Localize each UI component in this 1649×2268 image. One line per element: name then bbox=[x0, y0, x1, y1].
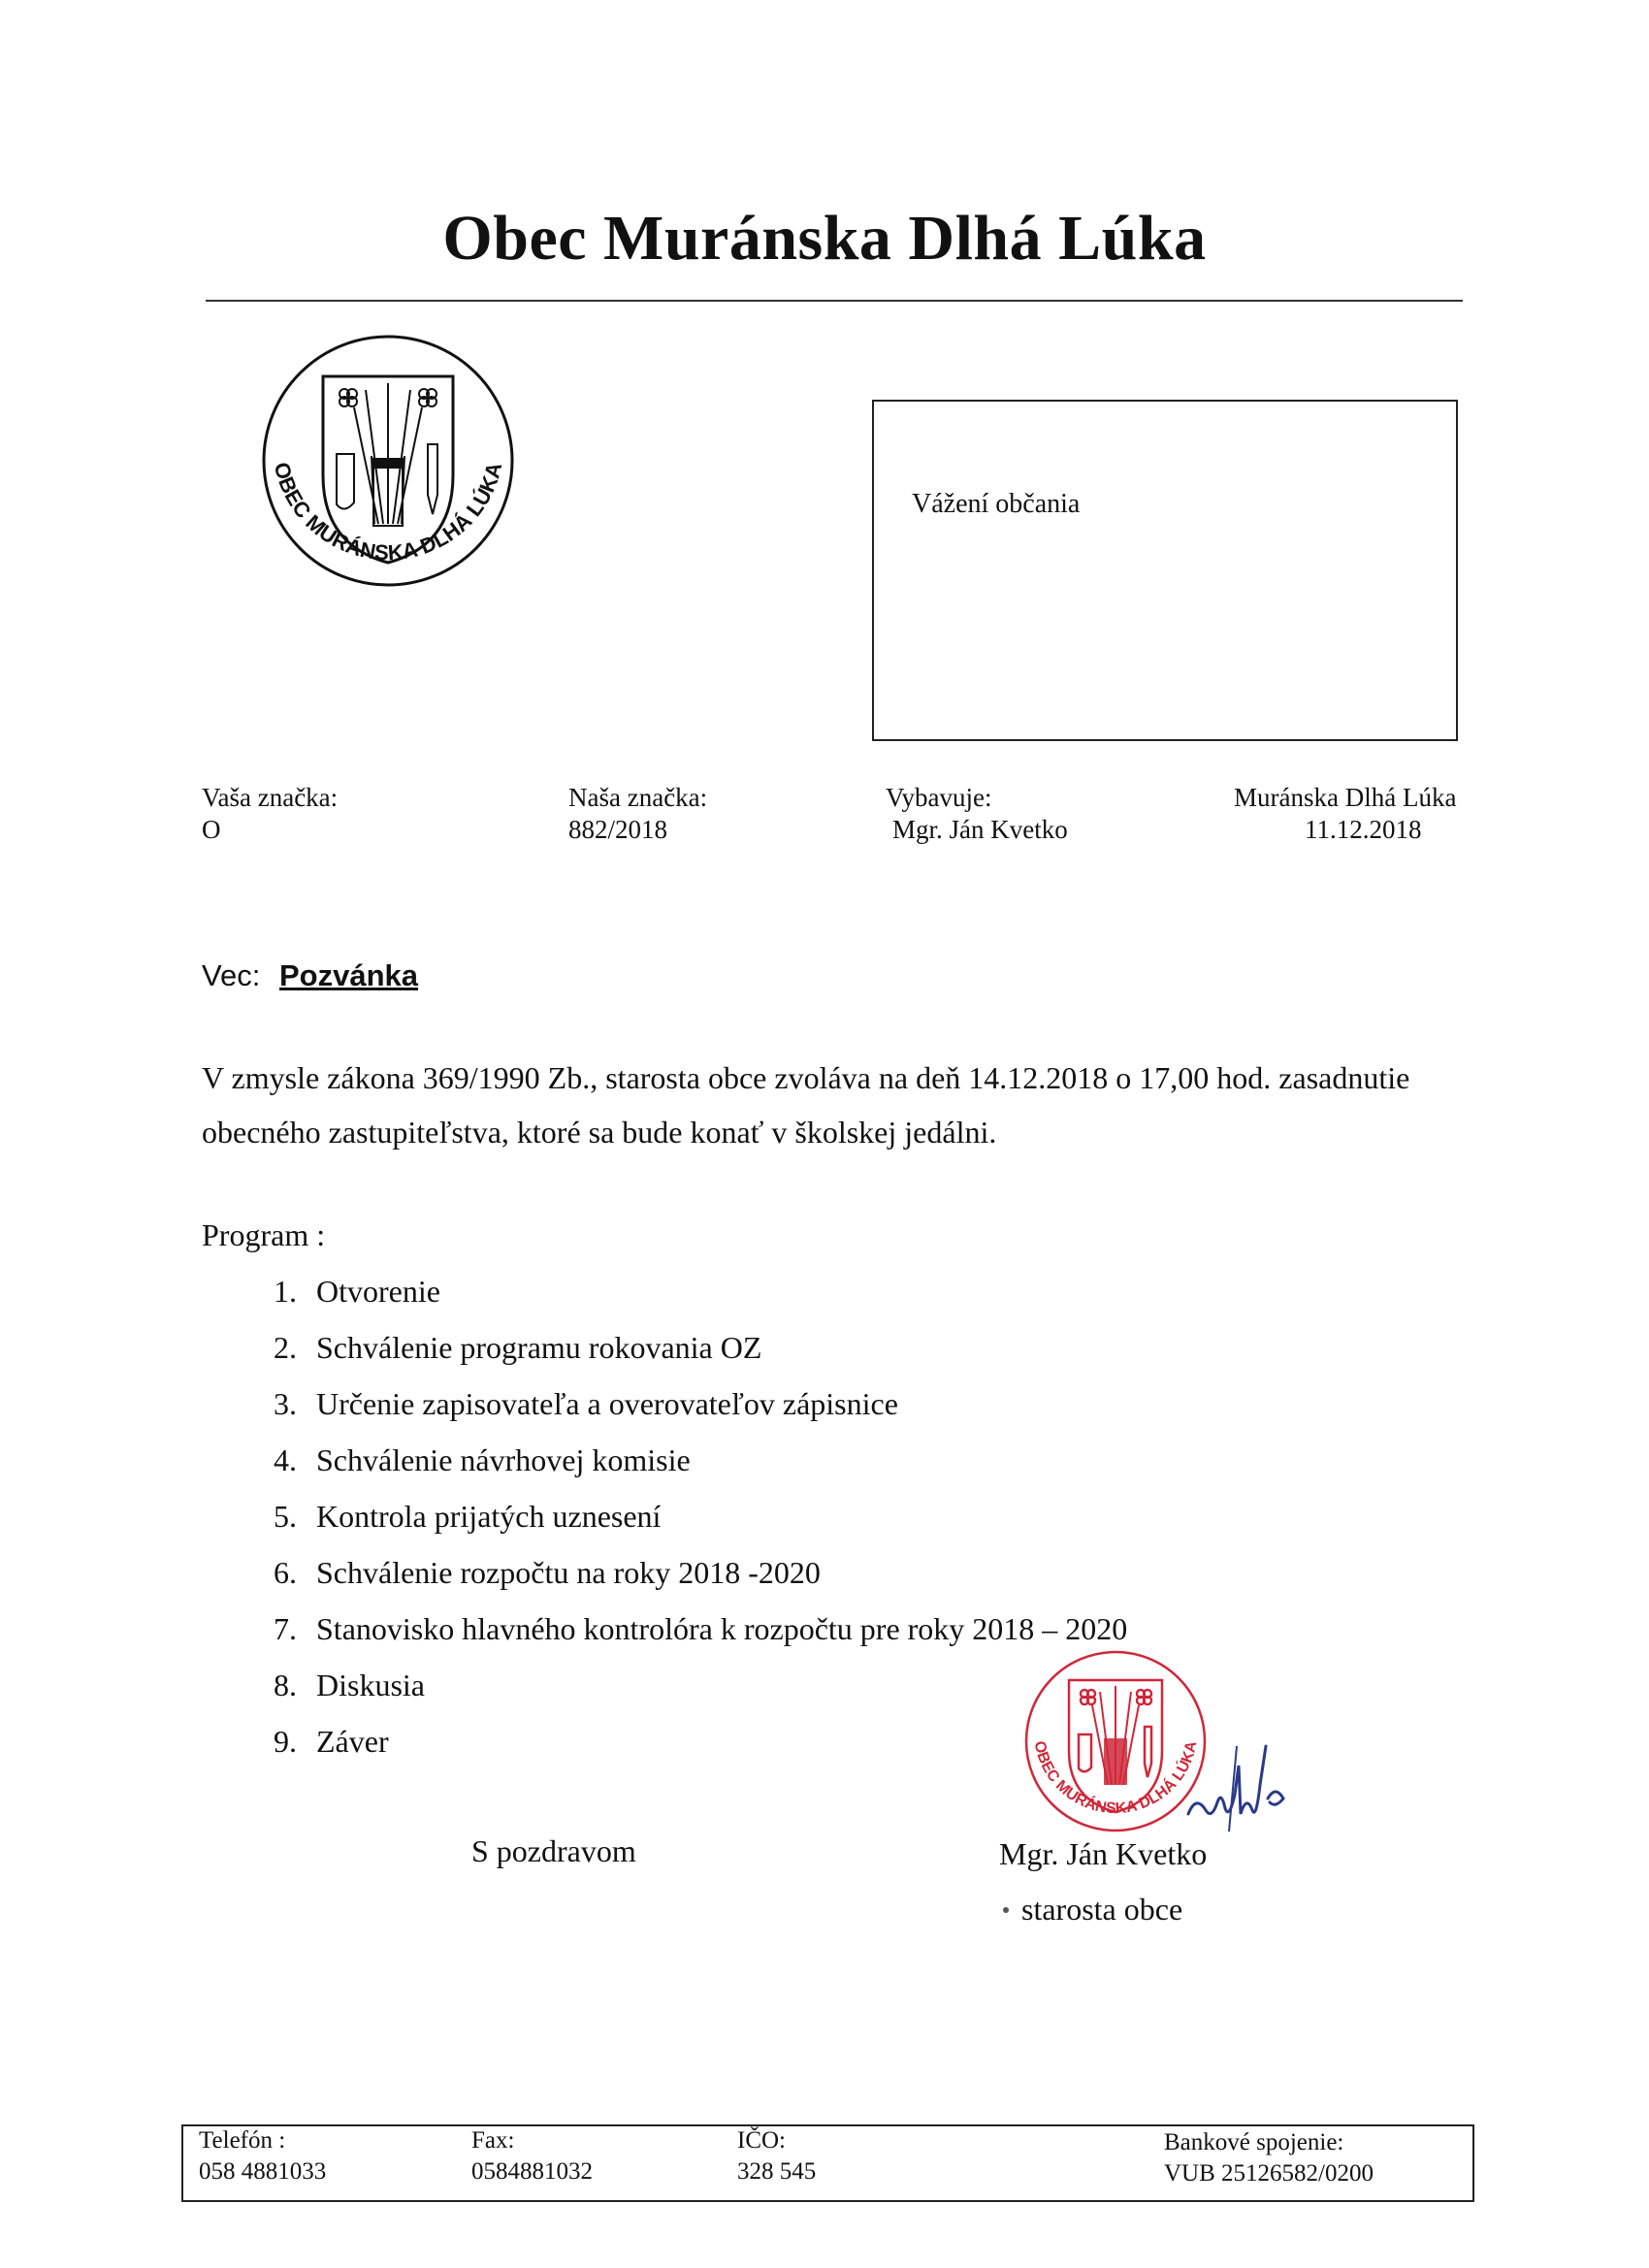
program-item bbox=[248, 1713, 1127, 1769]
phone-label: Telefón : bbox=[199, 2127, 286, 2154]
program-list bbox=[248, 1263, 1127, 1769]
program-item-number: 4. bbox=[274, 1442, 297, 1477]
svg-text:OBEC MURÁNSKA DLHÁ LÚKA: OBEC MURÁNSKA DLHÁ LÚKA bbox=[269, 459, 507, 566]
svg-text:OBEC MURÁNSKA DLHÁ LÚKA: OBEC MURÁNSKA DLHÁ LÚKA bbox=[1030, 1739, 1201, 1818]
fax-label: Fax: bbox=[471, 2127, 515, 2154]
program-item-number: 3. bbox=[274, 1386, 297, 1421]
bank-label: Bankové spojenie: bbox=[1164, 2129, 1344, 2155]
date-value: 11.12.2018 bbox=[1305, 815, 1422, 844]
signer-title: starosta obce bbox=[1021, 1892, 1183, 1927]
your-ref-label: Vaša značka: bbox=[202, 783, 339, 812]
program-item-text: Schválenie návrhovej komisie bbox=[316, 1442, 691, 1477]
program-item-text: Diskusia bbox=[316, 1668, 425, 1702]
greeting: S pozdravom bbox=[471, 1833, 636, 1868]
ico-label: IČO: bbox=[737, 2127, 786, 2154]
program-item-text: Záver bbox=[316, 1724, 389, 1759]
program-item bbox=[248, 1544, 1127, 1601]
fax-value: 0584881032 bbox=[471, 2158, 593, 2185]
title-divider bbox=[206, 300, 1463, 302]
program-item bbox=[248, 1376, 1127, 1432]
program-label: Program : bbox=[202, 1217, 326, 1252]
program-item bbox=[248, 1263, 1127, 1319]
page-title: Obec Muránska Dlhá Lúka bbox=[442, 203, 1207, 274]
body-line: obecného zastupiteľstva, ktoré sa bude konať v školskej jedálni. bbox=[202, 1115, 997, 1150]
program-item-text: Kontrola prijatých uznesení bbox=[316, 1499, 662, 1534]
phone-value: 058 4881033 bbox=[199, 2158, 327, 2185]
subject-value: Pozvánka bbox=[279, 958, 419, 992]
our-ref-label: Naša značka: bbox=[568, 783, 708, 812]
program-item-number: 5. bbox=[274, 1499, 297, 1534]
body-line: V zmysle zákona 369/1990 Zb., starosta obce zvoláva na deň 14.12.2018 o 17,00 hod. zasadnutie bbox=[202, 1060, 1410, 1095]
coat-of-arms-seal-icon bbox=[247, 330, 529, 592]
handled-by-label: Vybavuje: bbox=[886, 783, 992, 812]
signer-name: Mgr. Ján Kvetko bbox=[999, 1836, 1208, 1871]
program-item-number: 1. bbox=[274, 1274, 297, 1309]
program-item-number: 2. bbox=[274, 1330, 297, 1365]
bank-value: VUB 25126582/0200 bbox=[1164, 2160, 1374, 2187]
your-ref-value: O bbox=[202, 815, 221, 844]
program-item-text: Otvorenie bbox=[316, 1274, 440, 1309]
subject-label: Vec: bbox=[202, 958, 261, 992]
body-text bbox=[202, 1051, 1463, 1159]
program-item bbox=[248, 1319, 1127, 1376]
program-item bbox=[248, 1432, 1127, 1488]
our-ref-value: 882/2018 bbox=[568, 815, 668, 844]
program-item bbox=[248, 1601, 1127, 1657]
program-item-text: Určenie zapisovateľa a overovateľov zápisnice bbox=[316, 1386, 898, 1421]
program-item-number: 6. bbox=[274, 1555, 297, 1590]
ico-value: 328 545 bbox=[737, 2158, 817, 2185]
bullet-dot bbox=[1003, 1907, 1009, 1913]
address-box bbox=[872, 400, 1458, 741]
program-item-text: Stanovisko hlavného kontrolóra k rozpočtu pre roky 2018 – 2020 bbox=[316, 1611, 1128, 1646]
program-item-number: 7. bbox=[274, 1611, 297, 1646]
signature-icon bbox=[1179, 1727, 1295, 1833]
handled-by-value: Mgr. Ján Kvetko bbox=[892, 815, 1068, 844]
program-item-text: Schválenie rozpočtu na roky 2018 -2020 bbox=[316, 1555, 821, 1590]
program-item-number: 9. bbox=[274, 1724, 297, 1759]
program-item bbox=[248, 1657, 1127, 1713]
program-item-text: Schválenie programu rokovania OZ bbox=[316, 1330, 762, 1365]
program-item-number: 8. bbox=[274, 1668, 297, 1702]
place-label: Muránska Dlhá Lúka bbox=[1234, 783, 1457, 812]
address-text: Vážení občania bbox=[912, 489, 1081, 519]
program-item bbox=[248, 1488, 1127, 1544]
